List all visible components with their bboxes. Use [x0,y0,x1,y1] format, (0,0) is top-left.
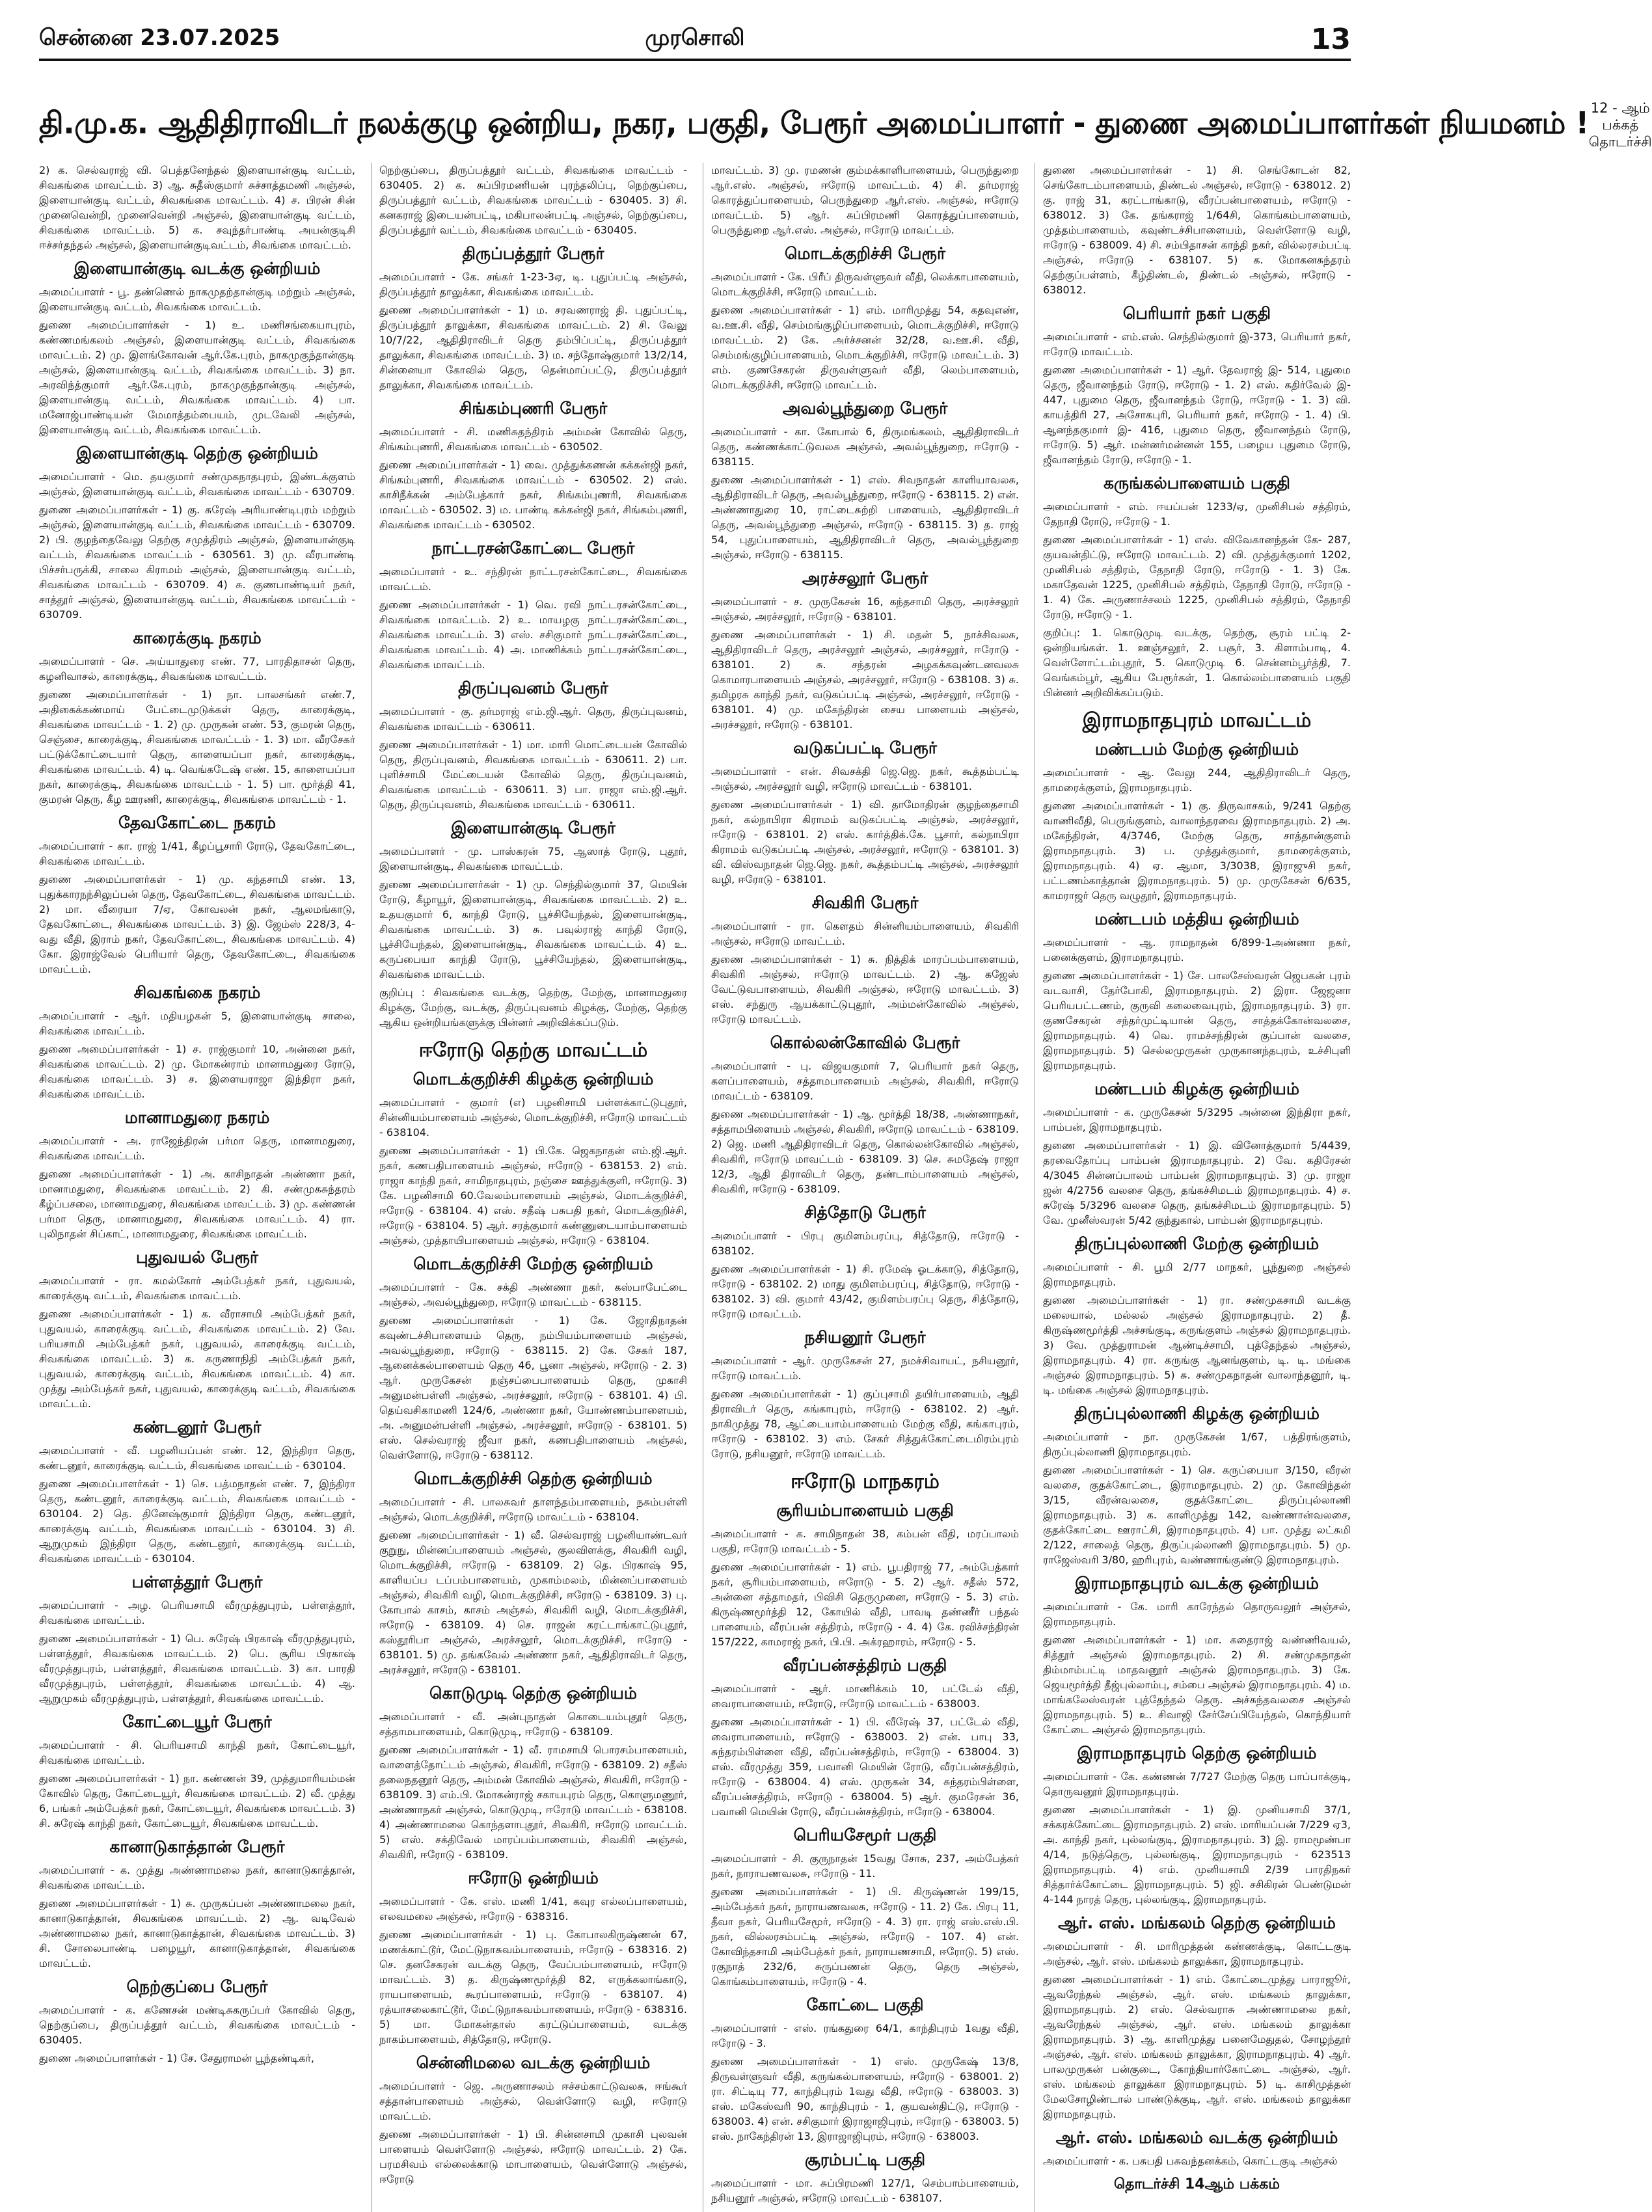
appointment-paragraph: அமைப்பாளர் - சி. மாரிமுத்தன் கண்ணக்குடி, கொட்டகுடி அஞ்சல், ஆர். எஸ். மங்கலம் தாலுக்கா, இராமநாதபுரம். [1043,1940,1351,1967]
appointment-paragraph: அமைப்பாளர் - கே. சக்தி அண்ணா நகர், கஸ்பாபேட்டை அஞ்சல், அவல்பூந்துறை, ஈரோடு மாவட்டம் - 638115. [379,1281,687,1308]
appointment-paragraph: அமைப்பாளர் - ரா. கெளதம் சின்னியம்பாளையம், சிவகிரி அஞ்சல், ஈரோடு மாவட்டம். [711,920,1019,947]
appointment-text [379,704,687,812]
section-heading: கண்டனூர் பேரூர் [133,1418,262,1436]
appointment-text [1043,765,1351,903]
section-heading: இளையான்குடி பேரூர் [451,818,616,837]
section-heading: பள்ளத்தூர் பேரூர் [131,1572,263,1591]
appointment-paragraph: துணை அமைப்பாளர்கள் - 1) வீ. ராமசாமி பொரசம்பாளையம், வாளைத்தோட்டம் அஞ்சல், சிவகிரி, ஈரோடு - 638109. 2) சதீஸ் தலைநதனூர் தெரு, அம்மன் கோவில் அஞ்சல், சிவகிரி, ஈரோடு - 638109. 3) எம்.பி. மோகன்ராஜ் சகாயபுரம் தெரு, கொளுமணூர், அண்ணாநகர் அஞ்சல், கொடுமுடி, ஈரோடு மாவட்டம் - 638108. 4) அண்ணாமலை கொந்தளாபுதூர், சிவகிரி, ஈரோடு மாவட்டம். 5) எஸ். சக்திவேல் மாரப்பம்பாளையம், சிவகிரி அஞ்சல், சிவகிரி, ஈரோடு - 638109. [379,1744,687,1861]
appointment-paragraph: துணை அமைப்பாளர்கள் - 1) குப்புசாமி தயிர்பாளையம், ஆதி திராவிடர் தெரு, கங்காபுரம், ஈரோடு - 638102. 2) ஆர். நாகிமுத்து 78, ஆட்டையாம்பாளையம் மேற்கு வீதி, கங்காபுரம், ஈரோடு - 638102. 3) எம். சேகர் சித்துக்கோட்டைமிரம்புரம் ரோடு, நசியனூர், ஈரோடு மாவட்டம். [711,1388,1019,1460]
appointment-text [379,424,687,532]
appointment-paragraph: குறிப்பு: 1. கொடுமுடி வடக்கு, தெற்கு, சூரம் பட்டி 2- ஒன்றியங்கள். 1. ஊஞ்சலூர், 2. பசூர், 3. கிளாம்பாடி, 4. வெள்ளோட்டம்புதூர், 5. கொடுமுடி 6. சென்னம்பூர்த்தி, 7. வெங்கம்பூர், ஆகிய பேரூர்கள், 1. கொல்லம்பாளையம் பகுதி பின்னர் அறிவிக்கப்படும். [1043,627,1351,699]
appointment-paragraph: துணை அமைப்பாளர்கள் - 1) கு. திருவாசகம், 9/241 தெற்கு வாணிவீதி, பெருங்குளம், வாலாந்தரவை இராமநாதபுரம். 2) அ. மகேந்திரன், 4/3746, மேற்கு தெரு, சாத்தான்குளம் இராமநாதபுரம். 3) ப. முத்துக்குமார், தாமரைக்குளம், இராமநாதபுரம். 4) ஏ. ஆமா, 3/3038, இராஜுசி நகர், பட்டணம்காத்தான் இராமநாதபுரம். 5) மு. முருகேசன் 6/635, காமராஜர் தெரு வழுதூர், இராமநாதபுரம். [1043,800,1351,902]
district-heading: ஈரோடு தெற்கு மாவட்டம் [418,1039,648,1062]
appointment-text [711,764,1019,887]
appointment-paragraph: மாவட்டம். 3) மு. ரமணன் கும்மக்காளிபாளையம், பெருந்துறை ஆர்.எஸ். அஞ்சல், ஈரோடு மாவட்டம். 4) சி. தர்மராஜ் கொரத்துப்பாளையம், பெருந்துறை ஆர்.எஸ். அஞ்சல், ஈரோடு மாவட்டம். 5) ஆர். சுப்பிரமணி கொரத்துப்பாளையம், பெருந்துறை ஆர்.எஸ். அஞ்சல், ஈரோடு மாவட்டம். [711,164,1019,236]
appointment-text [711,1526,1019,1649]
appointment-paragraph: அமைப்பாளர் - நா. முருகேசன் 1/67, பத்திரங்குளம், திருப்புல்லாணி இராமநாதபுரம். [1043,1431,1351,1458]
appointment-paragraph: அமைப்பாளர் - பிரபு குமிளம்பரப்பு, சித்தோடு, ஈரோடு - 638102. [711,1230,1019,1257]
section-heading: சூரியம்பாளையம் பகுதி [776,1501,954,1520]
appointment-paragraph: அமைப்பாளர் - எஸ். ரங்கதுரை 64/1, காந்திபுரம் 1வது வீதி, ஈரோடு - 3. [711,2022,1019,2049]
appointment-paragraph: துணை அமைப்பாளர்கள் - 1) பு. கோபாலகிருஷ்ணன் 67, மணக்காட்டூர், மேட்டுநாசுவம்பாளையம், ஈரோடு - 638316. 2) செ. தனசேகரன் வடக்கு தெரு, வேப்பம்பாளையம், ஈரோடு மாவட்டம். 3) த. கிருஷ்ணமூர்த்தி 82, எருக்கலாங்காடு, ராயபாளையம், கூரப்பாளையம், ஈரோடு - 638107. 4) ரத்யாசலைகாட்டூர், மேட்டுநாசுவம்பாளையம், ஈரோடு - 638316. 5) மா. மோகன்தாஸ் கரட்டுப்பாளையம், வடக்கு நாகம்பாளையம், சித்தோடு, ஈரோடு. [379,1928,687,2045]
appointment-paragraph: அமைப்பாளர் - வீ. அன்புநாதன் கொடையம்புதூர் தெரு, சத்தாமபாளையம், கொடுமுடி, ஈரோடு - 638109. [379,1710,687,1738]
section-heading: சூரம்பட்டி பகுதி [804,2150,926,2169]
section-heading: ஈரோடு ஒன்றியம் [468,1868,599,1887]
section-heading: கருங்கல்பாளையம் பகுதி [1103,474,1291,492]
section-heading: நெற்குப்பை பேரூர் [126,1977,268,1996]
section-heading: நசியனூர் பேரூர் [804,1328,926,1347]
district-heading: ஈரோடு மாநகரம் [791,1470,940,1493]
appointment-paragraph: அமைப்பாளர் - குமார் (எ) பழனிசாமி பள்ளக்காட்டுபுதூர், சின்னியம்பாளையம் அஞ்சல், மொடக்குறிச்சி, ஈரோடு மாவட்டம் - 638104. [379,1096,687,1139]
appointment-text [1043,935,1351,1073]
appointment-paragraph: துணை அமைப்பாளர்கள் - 1) சி. ரமேஷ் ஓடக்காடு, சித்தோடு, ஈரோடு - 638102. 2) மாது குமிளம்பரப்பு, சித்தோடு, ஈரோடு - 638102. 3) வி. குமார் 43/42, குமிளம்பரப்பு தெரு, சித்தோடு, ஈரோடு மாவட்டம். [711,1263,1019,1320]
appointment-paragraph: துணை அமைப்பாளர்கள் - 1) மு. செந்தில்குமார் 37, மெயின் ரோடு, கீழாயூர், இளையான்குடி, சிவகங்கை மாவட்டம். 2) உ. உதயகுமார் 6, காந்தி ரோடு, பூச்சியேந்தல், இளையான்குடி, சிவகங்கை மாவட்டம். 3) சு. பவுல்ராஜ் காந்தி ரோடு, பூச்சியேந்தல், இளையான்குடி, சிவகங்கை மாவட்டம். 4) உ. கருப்பையா காந்தி ரோடு, பூச்சியேந்தல், இளையான்குடி, சிவகங்கை மாவட்டம். [379,878,687,980]
appointment-text [711,424,1019,562]
appointment-paragraph: அமைப்பாளர் - சி. மணிசுதந்திரம் அம்மன் கோவில் தெரு, சிங்கம்புணரி, சிவகங்கை மாவட்டம் - 630502. [379,425,687,453]
appointment-text [379,1894,687,2047]
appointment-text [711,2021,1019,2144]
appointment-paragraph: துணை அமைப்பாளர்கள் - 1) சி. மதன் 5, நாச்சிவலசு, ஆதிதிராவிடர் தெரு, அரச்சலூர் அஞ்சல், அரச்சலூர், ஈரோடு - 638101. 2) சு. சந்தரன் அழகக்கவுண்டனவலசு கொமாரபாளையம் அஞ்சல், அரச்சலூர், ஈரோடு - 638108. 3) சு. தமிழரசு காந்தி நகர், வடுகப்பட்டி அஞ்சல், அரச்சலூர், ஈரோடு - 638101. 4) மு. மகேந்திரன் சைய பாளையம் அஞ்சல், அரச்சலூர், ஈரோடு - 638101. [711,628,1019,731]
appointment-paragraph: துணை அமைப்பாளர்கள் - 1) எம். மாரிமுத்து 54, கதவுஎண், வ.ஊ.சி. வீதி, செம்மங்குழிப்பாளையம், மொடக்குறிச்சி, ஈரோடு மாவட்டம். 2) கே. அர்ச்சனன் 32/28, வ.ஊ.சி. வீதி, செம்மங்குழிப்பாளையம், மொடக்குறிச்சி, ஈரோடு மாவட்டம். 3) எம். குணசேகரன் திருவள்ளுவர் வீதி, லெம்பாளையம், மொடக்குறிச்சி, ஈரோடு மாவட்டம். [711,304,1019,391]
appointment-text [711,1353,1019,1461]
appointment-text [379,269,687,392]
appointment-paragraph: துணை அமைப்பாளர்கள் - 1) எம். பூபதிராஜ் 77, அம்பேத்கார் நகர், சூரியம்பாளையம், ஈரோடு - 5. 2) ஆர். சதீஸ் 572, அன்னை சத்தாமதர், பிவிசி தெருமுனை, ஈரோடு - 5. 3) எம். கிருஷ்ணமூர்த்தி 12, கோயில் வீதி, பாவடி தண்ணீர் பந்தல் பாளையம், வீரப்பன் சத்திரம், ஈரோடு - 4. 4) கே. ரவிச்சந்திரன் 157/222, காமராஜ் நகர், பி.பி. அக்ரஹாரம், ஈரோடு - 5. [711,1561,1019,1648]
appointment-text [1043,499,1351,700]
section-heading: சிவகங்கை நகரம் [133,983,261,1002]
appointment-text [39,163,355,252]
appointment-paragraph: துணை அமைப்பாளர்கள் - 1) இ. வினோத்குமார் 5/4439, தரவைதோப்பு பாம்பன் இராமநாதபுரம். 2) வே. கதிரேசன் 4/3045 சின்னப்பாலம் பாம்பன் இராமநாதபுரம். 3) மு. ராஜா ஜன் 4/2756 வலசை தெரு, தங்கச்சிமடம் இராமநாதபுரம். 4) ச. சுரேஷ் 5/3296 வலசை தெரு, தங்கச்சிமடம் இராமநாதபுரம். 5) வே. முனீஸ்வரன் 5/42 குந்துகால், பாம்பன் இராமநாதபுரம். [1043,1139,1351,1226]
appointment-paragraph: துணை அமைப்பாளர்கள் - 1) வீ. செல்வராஜ் பழனியாண்டவர் குறுநு, மின்னப்பாளையம் அஞ்சல், குலவிளக்கு, சிவகிரி வழி, மொடக்குறிச்சி, ஈரோடு - 638109. 2) தெ. பிரகாஷ் 95, காளியப்ப டப்பம்பாளையம், முகாம்மலம், மின்னப்பாளையம் அஞ்சல், சிவகிரி வழி, மொடக்குறிச்சி, ஈரோடு - 638109. 3) பு. கோபால் காசம், காசம் அஞ்சல், சிவகிரி வழி, மொடக்குறிச்சி, ஈரோடு - 638109. 4) செ. ராஜன் கரட்டாங்காட்டுபுதூர், கஸ்தூரிபா அஞ்சல், அரச்சலூர், மொடக்குறிச்சி, ஈரோடு - 638101. 5) மு. தங்கவேல் அண்ணா நகர், ஆதிதிராவிடர் தெரு, அரச்சலூர், ஈரோடு - 638101. [379,1529,687,1676]
newspaper-name: முரசொலி [645,25,745,51]
section-heading: நாட்டரசன்கோட்டை பேரூர் [431,539,635,558]
appointment-text [39,284,355,437]
section-heading: கொடுமுடி தெற்கு ஒன்றியம் [429,1684,637,1703]
headline-banner [39,99,1652,151]
appointment-paragraph: துணை அமைப்பாளர்கள் - 1) சு. நித்திக் மாரப்பம்பாளையம், சிவகிரி அஞ்சல், ஈரோடு மாவட்டம். 2) ஆ. கஜேஸ் வேட்டுவபாளையம், சிவகிரி அஞ்சல், ஈரோடு மாவட்டம். 3) எஸ். சந்துரு ஆயக்காட்டுபுதூர், அம்மன்கோவில் அஞ்சல், ஈரோடு மாவட்டம். [711,953,1019,1025]
section-heading: சிவகிரி பேரூர் [811,893,919,912]
section-heading: சென்னிமலை வடக்கு ஒன்றியம் [416,2053,651,2072]
section-heading: வீரப்பன்சத்திரம் பகுதி [783,1656,947,1675]
appointment-paragraph: துணை அமைப்பாளர்கள் - 1) செ. பத்மநாதன் எண். 7, இந்திரா தெரு, கண்டனூர், காரைக்குடி வட்டம், சிவகங்கை மாவட்டம் - 630104. 2) தெ. தினேஷ்குமார் இந்திரா தெரு, கண்டனூர், காரைக்குடி வட்டம், சிவகங்கை மாவட்டம் - 630104. 3) சி. ஆறுமுகம் இந்திரா தெரு, கண்டனூர், காரைக்குடி வட்டம், சிவகங்கை மாவட்டம் - 630104. [39,1477,355,1565]
appointment-paragraph: அமைப்பாளர் - அ. ராஜேந்திரன் பர்மா தெரு, மானாமதுரை, சிவகங்கை மாவட்டம். [39,1135,355,1162]
article-columns [39,163,1351,2204]
appointment-text [379,844,687,1030]
appointment-paragraph: அமைப்பாளர் - என். சிவசக்தி ஜெ.ஜெ. நகர், கூத்தம்பட்டி அஞ்சல், அரச்சலூர் வழி, ஈரோடு மாவட்டம் - 638101. [711,765,1019,792]
section-heading: திருப்புல்லாணி மேற்கு ஒன்றியம் [1074,1234,1320,1253]
appointment-paragraph: அமைப்பாளர் - சி. பெரியசாமி காந்தி நகர், கோட்டையூர், சிவகங்கை மாவட்டம். [39,1739,355,1766]
appointment-paragraph: துணை அமைப்பாளர்கள் - 1) வி. தாமோதிரன் குழந்தைசாமி நகர், கல்நாபிரா கிராமம் வடுகப்பட்டி அஞ்சல், அரச்சலூர், ஈரோடு - 638101. 2) எஸ். கார்த்திக்.கே. பூசார், கல்நாபிரா கிராமம் வடுகப்பட்டி அஞ்சல், அரச்சலூர், ஈரோடு - 638101. 3) வி. விஸ்வநாதன் ஜெ.ஜெ. நகர், கூத்தம்பட்டி அஞ்சல், அரச்சலூர் வழி, ஈரோடு - 638101. [711,798,1019,885]
section-heading: மொடக்குறிச்சி மேற்கு ஒன்றியம் [413,1254,653,1273]
appointment-paragraph: நெற்குப்பை, திருப்பத்தூர் வட்டம், சிவகங்கை மாவட்டம் - 630405. 2) க. சுப்பிரமணியன் புரந்தலிப்பு, நெற்குப்பை, திருப்பத்தூர் வட்டம், சிவகங்கை மாவட்டம் - 630405. 3) சி. கனகராஜ் இடையன்பட்டி, மகிபாலன்பட்டி அஞ்சல், நெற்குப்பை, திருப்பத்தூர் வட்டம், சிவகங்கை மாவட்டம் - 630405. [379,164,687,236]
appointment-paragraph: துணை அமைப்பாளர்கள் - 1) எஸ். சிவநாதன் காளியாவலசு, ஆதிதிராவிடர் தெரு, அவல்பூந்துறை, ஈரோடு - 638115. 2) என். அண்ணாதுரை 10, ராட்டைசுற்றி பாளையம், ஆதிதிராவிடர் தெரு, அவல்பூந்துறை அஞ்சல், ஈரோடு - 638115. 3) த. ராஜ் 54, புதுப்பாளையம், ஆதிதிராவிடர் தெரு, அவல்பூந்துறை அஞ்சல், ஈரோடு - 638115. [711,474,1019,561]
section-heading: அவல்பூந்துறை பேரூர் [782,399,948,418]
appointment-text [711,594,1019,732]
appointment-text [39,1863,355,1971]
section-heading: கொல்லன்கோவில் பேரூர் [770,1033,960,1052]
section-heading: இராமநாதபுரம் வடக்கு ஒன்றியம் [1075,1574,1319,1593]
section-heading: மொடக்குறிச்சி பேரூர் [784,244,946,263]
appointment-paragraph: துணை அமைப்பாளர்கள் - 1) சே. சேதுராமன் பூந்தண்டிகர், [39,2052,314,2064]
appointment-paragraph: அமைப்பாளர் - உ. சந்திரன் நாட்டரசன்கோட்டை, சிவகங்கை மாவட்டம். [379,565,687,593]
appointment-paragraph: அமைப்பாளர் - செ. அய்யாதுரை எண். 77, பாரதிதாசன் தெரு, கழனிவாசல், காரைக்குடி, சிவகங்கை மாவட்டம். [39,655,355,682]
appointment-text [39,469,355,622]
appointment-text [711,1059,1019,1196]
appointment-text [39,1273,355,1411]
appointment-paragraph: அமைப்பாளர் - க. சாமிநாதன் 38, கம்பன் வீதி, மரப்பாலம் பகுதி, ஈரோடு மாவட்டம் - 5. [711,1528,1019,1555]
section-heading: மண்டபம் மேற்கு ஒன்றியம் [1094,740,1299,759]
continuation-footer: தொடர்ச்சி 14ஆம் பக்கம் [1113,2176,1280,2192]
appointment-text [711,269,1019,392]
appointment-text [39,1133,355,1241]
appointment-paragraph: அமைப்பாளர் - ஆ. ராமநாதன் 6/899-1அண்ணா நகர், பனைக்குளம், இராமநாதபுரம். [1043,936,1351,964]
appointment-text [1043,163,1351,297]
appointment-text [711,1228,1019,1321]
appointment-paragraph: அமைப்பாளர் - கா. கோபால் 6, திருமங்கலம், ஆதிதிராவிடர் தெரு, கண்ணக்காட்டுவலசு அஞ்சல், அவல்பூந்துறை, ஈரோடு - 638115. [711,425,1019,468]
appointment-text [39,1598,355,1706]
appointment-paragraph: துணை அமைப்பாளர்கள் - 1) நா. கண்ணன் 39, முத்துமாரியம்மன் கோவில் தெரு, கோட்டையூர், சிவகங்கை மாவட்டம். 2) வீ. முத்து 6, பங்கர் அம்பேத்கர் நகர், கோட்டையூர், சிவகங்கை மாவட்டம். 3) சி. சுரேஷ் காந்தி நகர், கோட்டையூர், சிவகங்கை மாவட்டம். [39,1772,355,1829]
appointment-paragraph: துணை அமைப்பாளர்கள் - 1) எஸ். முருகேஷ் 13/8, திருவள்ளுவர் வீதி, கருங்கல்பாளையம், ஈரோடு - 638001. 2) ரா. சிட்டியு 77, காந்திபுரம் 1வது வீதி, ஈரோடு - 638003. 3) எஸ். மகேஸ்வரி 90, காந்திபுரம் - 1, குயவன்திட்டு, ஈரோடு - 638003. 4) என். சசிகுமார் இராஜாஜிபுரம், ஈரோடு - 638003. 5) எஸ். நாகேந்திரன் 13, இராஜாஜிபுரம், ஈரோடு - 638003. [711,2055,1019,2142]
appointment-paragraph: துணை அமைப்பாளர்கள் - 1) கே. ஜோதிநாதன் கவுண்டச்சிபாளையம் தெரு, நம்பியம்பாளையம் அஞ்சல், அவல்பூந்துறை, ஈரோடு - 638115. 2) கே. சேகர் 187, ஆனைக்கல்பாளையம் தெரு 46, பூனா அஞ்சல், ஈரோடு - 2. 3) ஆர். முருகேசன் நஞ்சப்பைபாளையம் தெரு, முகாசி அனுமன்பள்ளி அஞ்சல், அரச்சலூர், ஈரோடு - 638101. 4) பி. தெய்வசிகாமணி 124/6, அண்ணா நகர், யோண்ணம்பாளையம், அ. அனுமன்பள்ளி அஞ்சல், அரச்சலூர், ஈரோடு - 638101. 5) எஸ். செல்வராஜ் ஜீவா நகர், கணபதிபாளையம் அஞ்சல், வெள்ளோடு, ஈரோடு - 638112. [379,1314,687,1461]
appointment-text [1043,1429,1351,1567]
appointment-paragraph: துணை அமைப்பாளர்கள் - 1) அ. காசிநாதன் அண்ணா நகர், மானாமதுரை, சிவகங்கை மாவட்டம். 2) கி. சண்முகசுந்தரம் கீழ்ப்பசலை, மானாமதுரை, சிவகங்கை மாவட்டம். 3) மு. கண்ணன் பர்மா தெரு, மானாமதுரை, சிவகங்கை மாவட்டம். 4) ரா. புலிநாதன் சிப்காட், மானாமதுரை, சிவகங்கை மாவட்டம். [39,1168,355,1240]
section-heading: கானாடுகாத்தான் பேரூர் [109,1837,285,1856]
section-heading: இளையான்குடி வடக்கு ஒன்றியம் [74,259,321,278]
section-heading: கோட்டை பகுதி [806,1995,924,2014]
appointment-paragraph: துணை அமைப்பாளர்கள் - 1) மா. கதைராஜ் வண்ணிவயல், சித்தூர் அஞ்சல் இராமநாதபுரம். 2) சி. சண்முகநாதன் திம்மாம்பட்டி மாதவனூர் அஞ்சல் இராமநாதபுரம். 3) கே. ஜெயமூர்த்தி தீஜ்புல்லாம்பு, சம்பை அஞ்சல் இராமநாதபுரம். 4) ம. மாங்கலேஸ்வரன் புத்தேந்தல் தெரு. அச்சுந்தவலசை அஞ்சல் இராமநாதபுரம். 5) உ. சிவாஜி சேர்சேப்பியேந்தல், கொந்தியார் கோட்டை அஞ்சல் இராமநாதபுரம். [1043,1634,1351,1736]
appointment-paragraph: அமைப்பாளர் - எம்.எஸ். செந்தில்குமார் இ-373, பெரியார் நகர், ஈரோடு மாவட்டம். [1043,330,1351,358]
appointment-paragraph: அமைப்பாளர் - பு. விஜயகுமார் 7, பெரியார் நகர் தெரு, களப்பாளையம், சத்தாமபாளையம் அஞ்சல், சிவகிரி, ஈரோடு மாவட்டம் - 638109. [711,1060,1019,1102]
section-heading: ஆர். எஸ். மங்கலம் தெற்கு ஒன்றியம் [1058,1913,1336,1932]
district-heading: இராமநாதபுரம் மாவட்டம் [1082,709,1312,732]
section-heading: திருப்பத்தூர் பேரூர் [462,244,604,263]
appointment-paragraph: துணை அமைப்பாளர்கள் - 1) ச. ராஜ்குமார் 10, அன்னை நகர், சிவகங்கை மாவட்டம். 2) மு. மோகன்ராம் மானாமதுரை ரோடு, சிவகங்கை மாவட்டம். 3) ச. இளையராஜா இந்திரா நகர், சிவகங்கை மாவட்டம். [39,1043,355,1100]
appointment-paragraph: துணை அமைப்பாளர்கள் - 1) எஸ். விவேகானந்தன் கே- 287, குயவன்திட்டு, ஈரோடு மாவட்டம். 2) வி. முத்துக்குமார் 1202, முனிசிபல் சத்திரம், தேநாதி ரோடு, ஈரோடு - 1. 3) கே. மகாதேவன் 1225, முனிசிபல் சத்திரம், தேநாதி ரோடு, ஈரோடு - 1. 4) கே. அருணாச்சலம் 1225, முனிசிபல் சத்திரம், தேநாதி ரோடு, ஈரோடு - 1. [1043,533,1351,621]
column-4 [1035,163,1351,2212]
appointment-text [1043,1769,1351,1907]
appointment-paragraph: அமைப்பாளர் - சி. குருநாதன் 15வது சோசு, 237, அம்பேத்கர் நகர், நாராயணவலசு, ஈரோடு - 11. [711,1852,1019,1880]
appointment-paragraph: துணை அமைப்பாளர்கள் - 1) க. வீராசாமி அம்பேத்கர் நகர், புதுவயல், காரைக்குடி வட்டம், சிவகங்கை மாவட்டம். 2) வே. பரியசாமி அம்பேத்கர் நகர், புதுவயல், காரைக்குடி வட்டம், சிவகங்கை மாவட்டம். 3) க. கருணாநிதி அம்பேத்கர் நகர், புதுவயல், காரைக்குடி வட்டம், சிவகங்கை மாவட்டம். 4) கா. முத்து அம்பேத்கர் நகர், புதுவயல், காரைக்குடி வட்டம், சிவகங்கை மாவட்டம். [39,1308,355,1410]
appointment-paragraph: அமைப்பாளர் - மு. பாஸ்கரன் 75, ஆஸாத் ரோடு, புதூர், இளையான்குடி, சிவகங்கை மாவட்டம். [379,845,687,872]
appointment-paragraph: துணை அமைப்பாளர்கள் - 1) சி. செங்கோடன் 82, செங்கோடம்பாளையம், திண்டல் அஞ்சல், ஈரோடு - 638012. 2) கு. ராஜ் 31, கரட்டாங்காடு, வீரப்பன்பாளையம், ஈரோடு - 638012. 3) கே. தங்கராஜ் 1/64சி, கொங்கம்பாளையம், முத்தம்பாளையம், கவுண்டச்சிபாளையம், வெள்ளோடு வழி, ஈரோடு - 638009. 4) சி. சம்பிதாசன் காந்தி நகர், வில்லரசம்பட்டி அஞ்சல், ஈரோடு - 638107. 5) க. மோகனசுந்தரம் தெற்குப்பள்ளம், கீழ்திண்டல், திண்டல் அஞ்சல், ஈரோடு - 638012. [1043,164,1351,296]
appointment-paragraph: அமைப்பாளர் - சி. பாலசுவர் தாளந்தம்பாளையம், நசும்பள்ளி அஞ்சல், மொடக்குறிச்சி, ஈரோடு மாவட்டம் - 638104. [379,1496,687,1523]
headline: தி.மு.க. ஆதிதிராவிடர் நலக்குழு ஒன்றிய, நகர, பகுதி, பேரூர் அமைப்பாளர் - துணை அமைப்பாளர்கள் நியமனம் ! [39,105,1589,141]
appointment-paragraph: துணை அமைப்பாளர்கள் - 1) ரா. சண்முகசாமி வடக்கு மலையால், மல்லல் அஞ்சல் இராமநாதபுரம். 2) தீ. கிருஷ்ணமூர்த்தி அச்சங்குடி, கருங்குளம் அஞ்சல் இராமநாதபுரம். 3) வே. முத்துராமன் ஆண்டிச்சாமி, புத்தேந்தல் அஞ்சல், இராமநாதபுரம். 4) ரா. கருங்கு ஆனங்குளம், டி. டி. மங்கை அஞ்சல் இராமநாதபுரம். 5) சு. சண்முகநாதன் வாலாந்தனூர், டி. டி. மங்கை அஞ்சல் இராமநாதபுரம். [1043,1294,1351,1396]
appointment-text [1043,1260,1351,1397]
appointment-paragraph: அமைப்பாளர் - ஆர். முருகேசன் 27, நமச்சிவாயட், நசியனூர், ஈரோடு மாவட்டம். [711,1355,1019,1382]
appointment-text [711,1681,1019,1819]
appointment-paragraph: அமைப்பாளர் - கே. கண்ணன் 7/727 மேற்கு தெரு பாப்பாக்குடி, தொருவனூர் இராமநாதபுரம். [1043,1770,1351,1798]
appointment-paragraph: அமைப்பாளர் - க. கணேசன் மண்டிசுகருப்பர் கோவில் தெரு, நெற்குப்பை, திருப்பத்தூர் வட்டம், சிவகங்கை மாவட்டம் - 630405. [39,2004,355,2046]
appointment-paragraph: 2) க. செல்வராஜ் வி. பெத்தனேந்தல் இளையான்குடி வட்டம், சிவகங்கை மாவட்டம். 3) ஆ. சுதீஸ்குமார் சுச்சாத்தமணி அஞ்சல், இளையான்குடி வட்டம், சிவகங்கை மாவட்டம். 4) ச. பிரன் சின் முனைவென்றி, முனைவென்றி அஞ்சல், இளையான்குடி வட்டம், சிவகங்கை மாவட்டம். 5) க. சவுந்தர்பாண்டி அயன்குடிசி ஈச்சர்தந்தல் அஞ்சல், இளையான்குடிவட்டம், சிவங்கை மாவட்டம். [39,164,355,251]
appointment-paragraph: அமைப்பாளர் - கே. பிரீப் திருவள்ளுவர் வீதி, லெக்காபாளையம், மொடக்குறிச்சி, ஈரோடு மாவட்டம். [711,271,1019,298]
section-heading: பெரியசேமூர் பகுதி [793,1826,937,1844]
appointment-paragraph: அமைப்பாளர் - க. பசுபதி பசுவந்தனக்கம், கொட்டகுடி அஞ்சல் [1043,2155,1338,2167]
appointment-paragraph: அமைப்பாளர் - வீ. பழனியப்பன் எண். 12, இந்திரா தெரு, கண்டனூர், காரைக்குடி வட்டம், சிவகங்கை மாவட்டம் - 630104. [39,1444,355,1472]
appointment-paragraph: அமைப்பாளர் - கு. தர்மராஜ் எம்.ஜி.ஆர். தெரு, திருப்புவனம், சிவகங்கை மாவட்டம் - 630611. [379,705,687,733]
section-heading: சிங்கம்புணரி பேரூர் [459,399,608,418]
appointment-text [711,163,1019,237]
appointment-paragraph: அமைப்பாளர் - ஆ. வேலு 244, ஆதிதிராவிடர் தெரு, தாமரைக்குளம், இராமநாதபுரம். [1043,766,1351,794]
section-heading: காரைக்குடி நகரம் [133,628,262,647]
appointment-paragraph: துணை அமைப்பாளர்கள் - 1) பி. வீரேஷ் 37, பட்டேல் வீதி, வைராபாளையம், ஈரோடு - 638003. 2) என். பாபு 33, சுந்தரம்பிள்ளை வீதி, வீரப்பன்சத்திரம், ஈரோடு - 638004. 3) எஸ். வீரமுத்து 359, பவானி மெயின் ரோடு, வீரப்பன்சத்திரம், ஈரோடு - 638004. 4) எஸ். முருகன் 34, சுந்தரம்பிள்ளை, வீரப்பன்சத்திரம், ஈரோடு - 638004. 5) ஆர். குமரேசன் 36, பவானி மெயின் ரோடு, வீரப்பன்சத்திரம், ஈரோடு - 638004. [711,1716,1019,1818]
appointment-text [379,1280,687,1463]
appointment-paragraph: துணை அமைப்பாளர்கள் - 1) வை. முத்துக்கணன் கக்கன்ஜி நகர், சிங்கம்புணரி, சிவகங்கை மாவட்டம் - 630502. 2) எஸ். காசிநீக்கன் அம்பேத்கார் நகர், சிங்கம்புணரி, சிவகங்கை மாவட்டம் - 630502. 3) ம. பாண்டி கக்கன்ஜி நகர், சிங்கம்புணரி, சிவகங்கை மாவட்டம் - 630502. [379,459,687,531]
appointment-paragraph: துணை அமைப்பாளர்கள் - 1) சே. பாலசேஸ்வரன் ஜெபகன் புரம் வடவாசி, தேர்போகி, இராமநாதபுரம். 2) இரா. ஜேஜனா பெரியபட்டணம், குருவி கலைவைபுரம், இராமநாதபுரம். 3) ரா. குணசேகரன் சந்தர்முட்டியான் தெரு, சாத்தக்கோன்வலசை, இராமநாதபுரம். 4) வெ. ராமச்சந்திரன் குப்பான் வலசை, இராமநாதபுரம். 5) செல்லமுருகன் முருகானந்தபுரம், உச்சிபுளி இராமநாதபுரம். [1043,969,1351,1072]
appointment-paragraph: துணை அமைப்பாளர்கள் - 1) கு. சுரேஷ் அரியாண்டிபுரம் மற்றும் அஞ்சல், இளையான்குடி வட்டம், சிவகங்கை மாவட்டம் - 630709. 2) பி. குழந்தைவேலு தெற்கு சமுத்திரம் அஞ்சல், இளையான்குடி வட்டம், சிவகங்கை மாவட்டம் - 630561. 3) மு. வீரபாண்டி பிச்சர்பருக்கி, சாலை கிராமம் அஞ்சல், இளையான்குடி வட்டம், சிவகங்கை மாவட்டம் - 630709. 4) சு. குணபாண்டியர் நகர், சாத்தூர் அஞ்சல், இளையான்குடி வட்டம், சிவகங்கை மாவட்டம் - 630709. [39,504,355,621]
appointment-text [379,1494,687,1677]
appointment-paragraph: அமைப்பாளர் - ஆர். மாணிக்கம் 10, பட்டேல் வீதி, வைராபாளையம், ஈரோடு, ஈரோடு மாவட்டம் - 638003. [711,1682,1019,1710]
appointment-paragraph: துணை அமைப்பாளர்கள் - 1) ஆ. மூர்த்தி 18/38, அண்ணாநகர், சத்தாமபிளையம் அஞ்சல், சிவகிரி, ஈரோடு மாவட்டம் - 638109. 2) ஜெ. மணி ஆதிதிராவிடர் தெரு, கொல்லன்கோவில் அஞ்சல், சிவகிரி, ஈரோடு மாவட்டம் - 638109. 3) செ. சுமதேஷ் ராஜா 12/3, ஆதி திராவிடர் தெரு, தண்டாம்பாளையம் அஞ்சல், சிவகிரி, ஈரோடு - 638109. [711,1108,1019,1195]
masthead [39,20,1351,61]
column-2 [371,163,687,2212]
appointment-paragraph: துணை அமைப்பாளர்கள் - 1) இ. முனியசாமி 37/1, சக்கரக்கோட்டை இராமநாதபுரம். 2) எஸ். மாரியப்பன் 7/229 ஏ3, அ. காந்தி நகர், புல்லங்குடி, இராமநாதபுரம். 3) இ. ராமமூண்பா 4/14, நடுத்தெரு, புல்லங்குடி, இராமநாதபுரம் - 623513 இராமநாதபுரம். 4) எம். முனியசாமி 2/39 பாரதிநகர் சித்தார்க்கோட்டை இராமநாதபுரம். 5) ஜி. சசிகிரன் பெண்டுமன் 4-144 நாரத் தெரு, புல்லங்குடி, இராமநாதபுரம். [1043,1803,1351,1906]
section-heading: பெரியார் நகர் பகுதி [1122,304,1271,323]
section-heading: ஆர். எஸ். மங்கலம் வடக்கு ஒன்றியம் [1055,2128,1338,2147]
appointment-paragraph: அமைப்பாளர் - ச. முருகேசன் 16, கந்தசாமி தெரு, அரச்சலூர் அஞ்சல், அரச்சலூர், ஈரோடு - 638101. [711,595,1019,623]
section-heading: மொடக்குறிச்சி தெற்கு ஒன்றியம் [414,1469,653,1488]
appointment-paragraph: துணை அமைப்பாளர்கள் - 1) பி. கிருஷ்ணன் 199/15, அம்பேத்கர் நகர், நாராயணவலசு, ஈரோடு - 11. 2) கே. பிரபு 11, தீவா நகர், பெரியசேமூர், ஈரோடு - 4. 3) ரா. ராஜ் எஸ்.எஸ்.பி. நகர், வில்லரசம்பட்டி அஞ்சல், ஈரோடு - 107. 4) என். கோவிந்தசாமி அம்பேத்கர் நகர், நாராயணசாமி, ஈரோடு. 5) எஸ். ரகுநாத் 232/6, சுருப்பணன் தெரு, தெரு அஞ்சல், கொங்கம்பாளையம், ஈரோடு - 4. [711,1885,1019,1988]
section-heading: மண்டபம் கிழக்கு ஒன்றியம் [1094,1079,1299,1098]
appointment-text [379,1709,687,1862]
appointment-paragraph: துணை அமைப்பாளர்கள் - 1) உ. மணிசங்கையாபுரம், கண்ணமங்கலம் அஞ்சல், இளையான்குடி வட்டம், சிவகங்கை மாவட்டம். 2) மு. இளங்கோவன் ஆர்.கே.புரம், நாகமுகுந்தான்குடி அஞ்சல், இளையான்குடி வட்டம், சிவகங்கை மாவட்டம். 3) நா. அரவிந்த்குமார் ஆர்.கே.புரம், நாகமுகுந்தான்குடி அஞ்சல், இளையான்குடி வட்டம், சிவகங்கை மாவட்டம். 4) பா. மனோஜ்பாண்டியன் மேமாத்தம்பையம், முடவேலி அஞ்சல், இளையான்குடி வட்டம், சிவகங்கை மாவட்டம். [39,319,355,436]
appointment-text [711,919,1019,1027]
appointment-text [1043,1599,1351,1737]
section-heading: மானாமதுரை நகரம் [124,1108,270,1127]
appointment-paragraph: அமைப்பாளர் - மெ. தயகுமார் சண்முகநாதபுரம், இண்டக்குளம் அஞ்சல், இளையான்குடி வட்டம், சிவகங்கை மாவட்டம் - 630709. [39,470,355,498]
appointment-text [379,564,687,672]
appointment-paragraph: துணை அமைப்பாளர்கள் - 1) பி.கே. ஜெகநாதன் எம்.ஜி.ஆர். நகர், கணபதிபாளையம் அஞ்சல், ஈரோடு - 638153. 2) எம். ராஜா காந்தி நகர், சாமிநாதபுரம், நஞ்சை ஊத்துக்குளி, ஈரோடு. 3) கே. பழனிசாமி 60.வேலம்பாளையம் அஞ்சல், மொடக்குறிச்சி, ஈரோடு - 638104. 4) எஸ். சதீஷ் பசுபதி நகர், மொடக்குறிச்சி, ஈரோடு - 638104. 5) ஆர். சரத்குமார் கண்ணுடையாம்பாளையம் அஞ்சல், முத்தாயிபாளையம் அஞ்சல், ஈரோடு - 638104. [379,1144,687,1247]
appointment-paragraph: அமைப்பாளர் - க. முருகேசன் 5/3295 அன்னை இந்திரா நகர், பாம்பன், இராமநாதபுரம். [1043,1106,1351,1133]
appointment-paragraph: அமைப்பாளர் - கே. சங்கர் 1-23-3ஏ, டி. புதுப்பட்டி அஞ்சல், திருப்பத்தூர் தாலுக்கா, சிவகங்கை மாவட்டம். [379,271,687,298]
appointment-paragraph: துணை அமைப்பாளர்கள் - 1) நா. பாலசங்கர் எண்.7, அதிகைக்கண்மாய் பேட்டைமுடுக்கள் தெரு, காரைக்குடி, சிவகங்கை மாவட்டம் - 1. 2) மு. முருகன் எண். 53, குமரன் தெரு, செஞ்சை, காரைக்குடி, சிவகங்கை மாவட்டம் - 1. 3) மா. வீரசேகர் பட்டுக்கோட்டையார் தெரு, காளையப்பா நகர், காரைக்குடி, சிவகங்கை மாவட்டம். 4) டி. வெங்கடேஷ் எண். 15, காளையப்பா நகர், காரைக்குடி, சிவகங்கை மாவட்டம் - 1. 5) பா. மூர்த்தி 41, குமரன் தெரு, கீழ ஊரணி, காரைக்குடி, சிவகங்கை மாவட்டம் - 1. [39,688,355,805]
appointment-text [39,1738,355,1831]
section-heading: மொடக்குறிச்சி கிழக்கு ஒன்றியம் [413,1070,654,1088]
appointment-paragraph: துணை அமைப்பாளர்கள் - 1) வெ. ரவி நாட்டரசன்கோட்டை, சிவகங்கை மாவட்டம். 2) உ. மாயழகு நாட்டரசன்கோட்டை, சிவகங்கை மாவட்டம். 3) எஸ். சசிகுமார் நாட்டரசன்கோட்டை, சிவகங்கை மாவட்டம். 4) அ. மாணிக்கம் நாட்டரசன்கோட்டை, சிவகங்கை மாவட்டம். [379,599,687,671]
section-heading: திருப்புல்லாணி கிழக்கு ஒன்றியம் [1074,1404,1320,1423]
column-3 [703,163,1019,2212]
appointment-paragraph: துணை அமைப்பாளர்கள் - 1) பெ. சுரேஷ் பிரகாஷ் வீரமுத்துபுரம், பள்ளத்தூர், சிவகங்கை மாவட்டம். 2) பெ. சூரிய பிரகாஷ் வீரமுத்துபுரம், பள்ளத்தூர், சிவகங்கை மாவட்டம். 3) கா. பாரதி வீரமுத்துபுரம், பள்ளத்தூர், சிவகங்கை மாவட்டம். 4) ஆ. ஆறுமுகம் வீரமுத்துபுரம், பள்ளத்தூர், சிவகங்கை மாவட்டம். [39,1632,355,1705]
appointment-paragraph: குறிப்பு : சிவகங்கை வடக்கு, தெற்கு, மேற்கு, மானாமதுரை கிழக்கு, மேற்கு, வடக்கு, திருப்புவனம் கிழக்கு, மேற்கு, தெற்கு ஆகிய ஒன்றியங்களுக்கு பின்னர் அறிவிக்கப்படும். [379,986,687,1029]
appointment-text [379,2079,687,2187]
appointment-text [1043,2153,1351,2168]
appointment-paragraph: துணை அமைப்பாளர்கள் - 1) எம். கோட்டைமுத்து பாராஜூர், ஆவரேந்தல் அஞ்சல், ஆர். எஸ். மங்கலம் தாலுக்கா, இராமநாதபுரம். 2) எஸ். செல்வராசு அண்ணாமலை நகர், ஆவரேந்தல் அஞ்சல், ஆர். எஸ். மங்கலம் தாலுக்கா இராமநாதபுரம். 3) ஆ. காளிமுத்து பனைமேதுதல், சோழந்தூர் அஞ்சல், ஆர். எஸ். மங்கலம் தாலுக்கா, இராமநாதபுரம். 4) ஆர். பாலமுருகன் பன்குடை, கோந்தியார்கோட்டை அஞ்சல், ஆர். எஸ். மங்கலம் தாலுக்கா இராமநாதபுரம். 5) டி. காசிமுத்தன் மேலசோழிண்டால் பாண்டுக்குடி, ஆர். எஸ். மங்கலம் தாலுக்கா இராமநாதபுரம். [1043,1973,1351,2120]
appointment-paragraph: அமைப்பாளர் - ஜெ. அருணாசலம் ஈச்சம்காட்டுவலசு, ஈங்கூர் சத்தான்பாளையம் அஞ்சல், வெள்ளோடு வழி, ஈரோடு மாவட்டம். [379,2080,687,2122]
section-heading: அரச்சலூர் பேரூர் [802,569,928,587]
section-heading: புதுவயல் பேரூர் [136,1248,258,1267]
appointment-paragraph: துணை அமைப்பாளர்கள் - 1) சு. முருகப்பன் அண்ணாமலை நகர், கானாடுகாத்தான், சிவகங்கை மாவட்டம். 2) ஆ. வடிவேல் அண்ணாமலை நகர், கானாடுகாத்தான், சிவகங்கை மாவட்டம். 3) சி. சோலைபாண்டி பழையூர், கானாடுகாத்தான், சிவகங்கை மாவட்டம். [39,1897,355,1969]
appointment-text [39,839,355,977]
appointment-paragraph: துணை அமைப்பாளர்கள் - 1) செ. கருப்பையா 3/150, வீரன் வலசை, குதக்கோட்டை, இராமநாதபுரம். 2) மு. கோவிந்தன் 3/15, வீரன்வலசை, குதக்கோட்டை திருப்புல்லாணி இராமநாதபுரம். 3) க. காளிமுத்து 142, வண்ணான்வலசை, குதக்கோட்டை ஊராட்சி, இராமநாதபுரம். 4) பா. முத்து லட்சுமி 2/122, சாலைத் தெரு, திருப்புல்லாணி இராமநாதபுரம். 5) மு. ராஜேஸ்வரி 3/80, ஹரிபுரம், வண்ணாங்குண்டு இராமநாதபுரம். [1043,1464,1351,1566]
appointment-paragraph: அமைப்பாளர் - ரா. கமல்கோர் அம்பேத்கர் நகர், புதுவயல், காரைக்குடி வட்டம், சிவகங்கை மாவட்டம். [39,1275,355,1302]
column-1 [39,163,355,2212]
appointment-text [1043,329,1351,467]
appointment-text [39,654,355,807]
appointment-paragraph: துணை அமைப்பாளர்கள் - 1) பி. சின்னசாமி முகாசி புலவன் பாளையம் வெள்ளோடு அஞ்சல், ஈரோடு மாவட்டம். 2) கே. பரமசிவம் எல்லைக்காடு மாபாளையம், வெள்ளோடு அஞ்சல், ஈரோடு [379,2128,687,2185]
appointment-text [39,1008,355,1101]
section-heading: மண்டபம் மத்திய ஒன்றியம் [1094,910,1299,928]
appointment-text [1043,1939,1351,2122]
appointment-text [39,1443,355,1566]
section-heading: கோட்டையூர் பேரூர் [122,1712,272,1731]
edition-date: சென்னை 23.07.2025 [39,25,280,51]
appointment-text [379,163,687,237]
section-heading: திருப்புவனம் பேரூர் [458,679,608,697]
appointment-paragraph: அமைப்பாளர் - ஆர். மதியழகன் 5, இளையான்குடி சாலை, சிவகங்கை மாவட்டம். [39,1010,355,1037]
page-number: 13 [1310,22,1351,56]
appointment-paragraph: அமைப்பாளர் - பூ. தண்ணெல் நாகமுதற்தான்குடி மற்றும் அஞ்சல், இளையான்குடி வட்டம், சிவகங்கை மாவட்டம். [39,286,355,313]
appointment-paragraph: அமைப்பாளர் - கே. மாரி காரேந்தல் தொருவலூர் அஞ்சல், இராமநாதபுரம். [1043,1600,1351,1628]
appointment-paragraph: துணை அமைப்பாளர்கள் - 1) ம. சரவணராஜ் தி. புதுப்பட்டி, திருப்பத்தூர் தாலுக்கா, சிவகங்கை மாவட்டம். 2) சி. வேலு 10/7/22, ஆதிதிராவிடர் தெரு தம்பிப்பட்டி, திருப்பத்தூர் தாலுக்கா, சிவகங்கை மாவட்டம். 3) ம. சந்தோஷ்குமார் 13/2/14, சின்னையா கோவில் தெரு, தென்மாப்பட்டு, திருப்பத்தூர் தாலுக்கா, சிவகங்கை மாவட்டம். [379,304,687,391]
appointment-text [711,2176,1019,2205]
appointment-paragraph: அமைப்பாளர் - அழ. பெரியசாமி வீரமுத்துபுரம், பள்ளத்தூர், சிவகங்கை மாவட்டம். [39,1599,355,1626]
appointment-text [379,1095,687,1248]
continuation-note: 12 - ஆம் பக்கத் தொடர்ச்சி [1588,100,1652,150]
appointment-paragraph: அமைப்பாளர் - சி. பூமி 2/77 மாநகர், பூந்துறை அஞ்சல் இராமநாதபுரம். [1043,1261,1351,1288]
appointment-paragraph: துணை அமைப்பாளர்கள் - 1) மு. கந்தசாமி எண். 13, புதுக்காரநந்சிலுப்பன் தெரு, தேவகோட்டை, சிவகங்கை மாவட்டம். 2) மா. வீரையா 7/ஏ, கோவலன் நகர், ஆலமங்காடு, தேவகோட்டை, சிவகங்கை மாவட்டம். 3) இ. ஜேம்ஸ் 228/3, 4-வது வீதி, இராம் நகர், தேவகோட்டை, சிவகங்கை மாவட்டம். 4) கோ. இராஜ்வேல் பெரியார் தெரு, தேவகோட்டை, சிவகங்கை மாவட்டம். [39,873,355,975]
section-heading: இளையான்குடி தெற்கு ஒன்றியம் [76,444,318,463]
section-heading: சித்தோடு பேரூர் [804,1203,926,1222]
appointment-paragraph: அமைப்பாளர் - கா. ராஜ் 1/41, கீழப்பூசாரி ரோடு, தேவகோட்டை, சிவகங்கை மாவட்டம். [39,840,355,867]
appointment-paragraph: அமைப்பாளர் - க. முத்து அண்ணாமலை நகர், கானாடுகாத்தான், சிவகங்கை மாவட்டம். [39,1864,355,1891]
section-heading: தேவகோட்டை நகரம் [118,813,276,832]
appointment-paragraph: அமைப்பாளர் - எம். ஈயப்பன் 1233/ஏ, முனிசிபல் சத்திரம், தேநாதி ரோடு, ஈரோடு - 1. [1043,500,1351,528]
section-heading: வடுகப்பட்டி பேரூர் [793,738,937,757]
appointment-text [1043,1105,1351,1228]
appointment-paragraph: துணை அமைப்பாளர்கள் - 1) மா. மாரி மொட்டையன் கோவில் தெரு, திருப்புவனம், சிவகங்கை மாவட்டம் - 630611. 2) பா. புளிச்சாமி மேட்டையன் கோவில் தெரு, திருப்புவனம், சிவகங்கை மாவட்டம் - 630611. 3) பா. ராஜா எம்.ஜி.ஆர். தெரு, திருப்புவனம், சிவகங்கை மாவட்டம் - 630611. [379,738,687,811]
section-heading: இராமநாதபுரம் தெற்கு ஒன்றியம் [1077,1744,1317,1762]
appointment-text [711,1851,1019,1989]
appointment-paragraph: அமைப்பாளர் - மா. சுப்பிரமணி 127/1, செம்பாம்பாளையம், நசியனூர் அஞ்சல், ஈரோடு மாவட்டம் - 638107. [711,2177,1019,2204]
appointment-paragraph: துணை அமைப்பாளர்கள் - 1) ஆர். தேவராஜ் இ- 514, புதுமை தெரு, ஜீவானந்தம் ரோடு, ஈரோடு - 1. 2) எஸ். கதிர்வேல் இ- 447, புதுமை தெரு, ஜீவானந்தம் ரோடு, ஈரோடு - 1. 3) வி. காயத்திரி 27, அசோகபுரி, பெரியார் நகர், ஈரோடு - 1. 4) பி. ஆனந்தகுமார் இ- 416, புதுமை தெரு, ஜீவானந்தம் ரோடு, ஈரோடு. 5) ஆர். மன்னர்மன்னன் 155, பழைய புதுமை ரோடு, ஜீவானந்தம் ரோடு, ஈரோடு - 1. [1043,364,1351,466]
appointment-text [39,2003,355,2066]
appointment-paragraph: அமைப்பாளர் - கே. எஸ். மணி 1/41, கவுர எல்லப்பாளையம், எலவமலை அஞ்சல், ஈரோடு - 638316. [379,1895,687,1922]
